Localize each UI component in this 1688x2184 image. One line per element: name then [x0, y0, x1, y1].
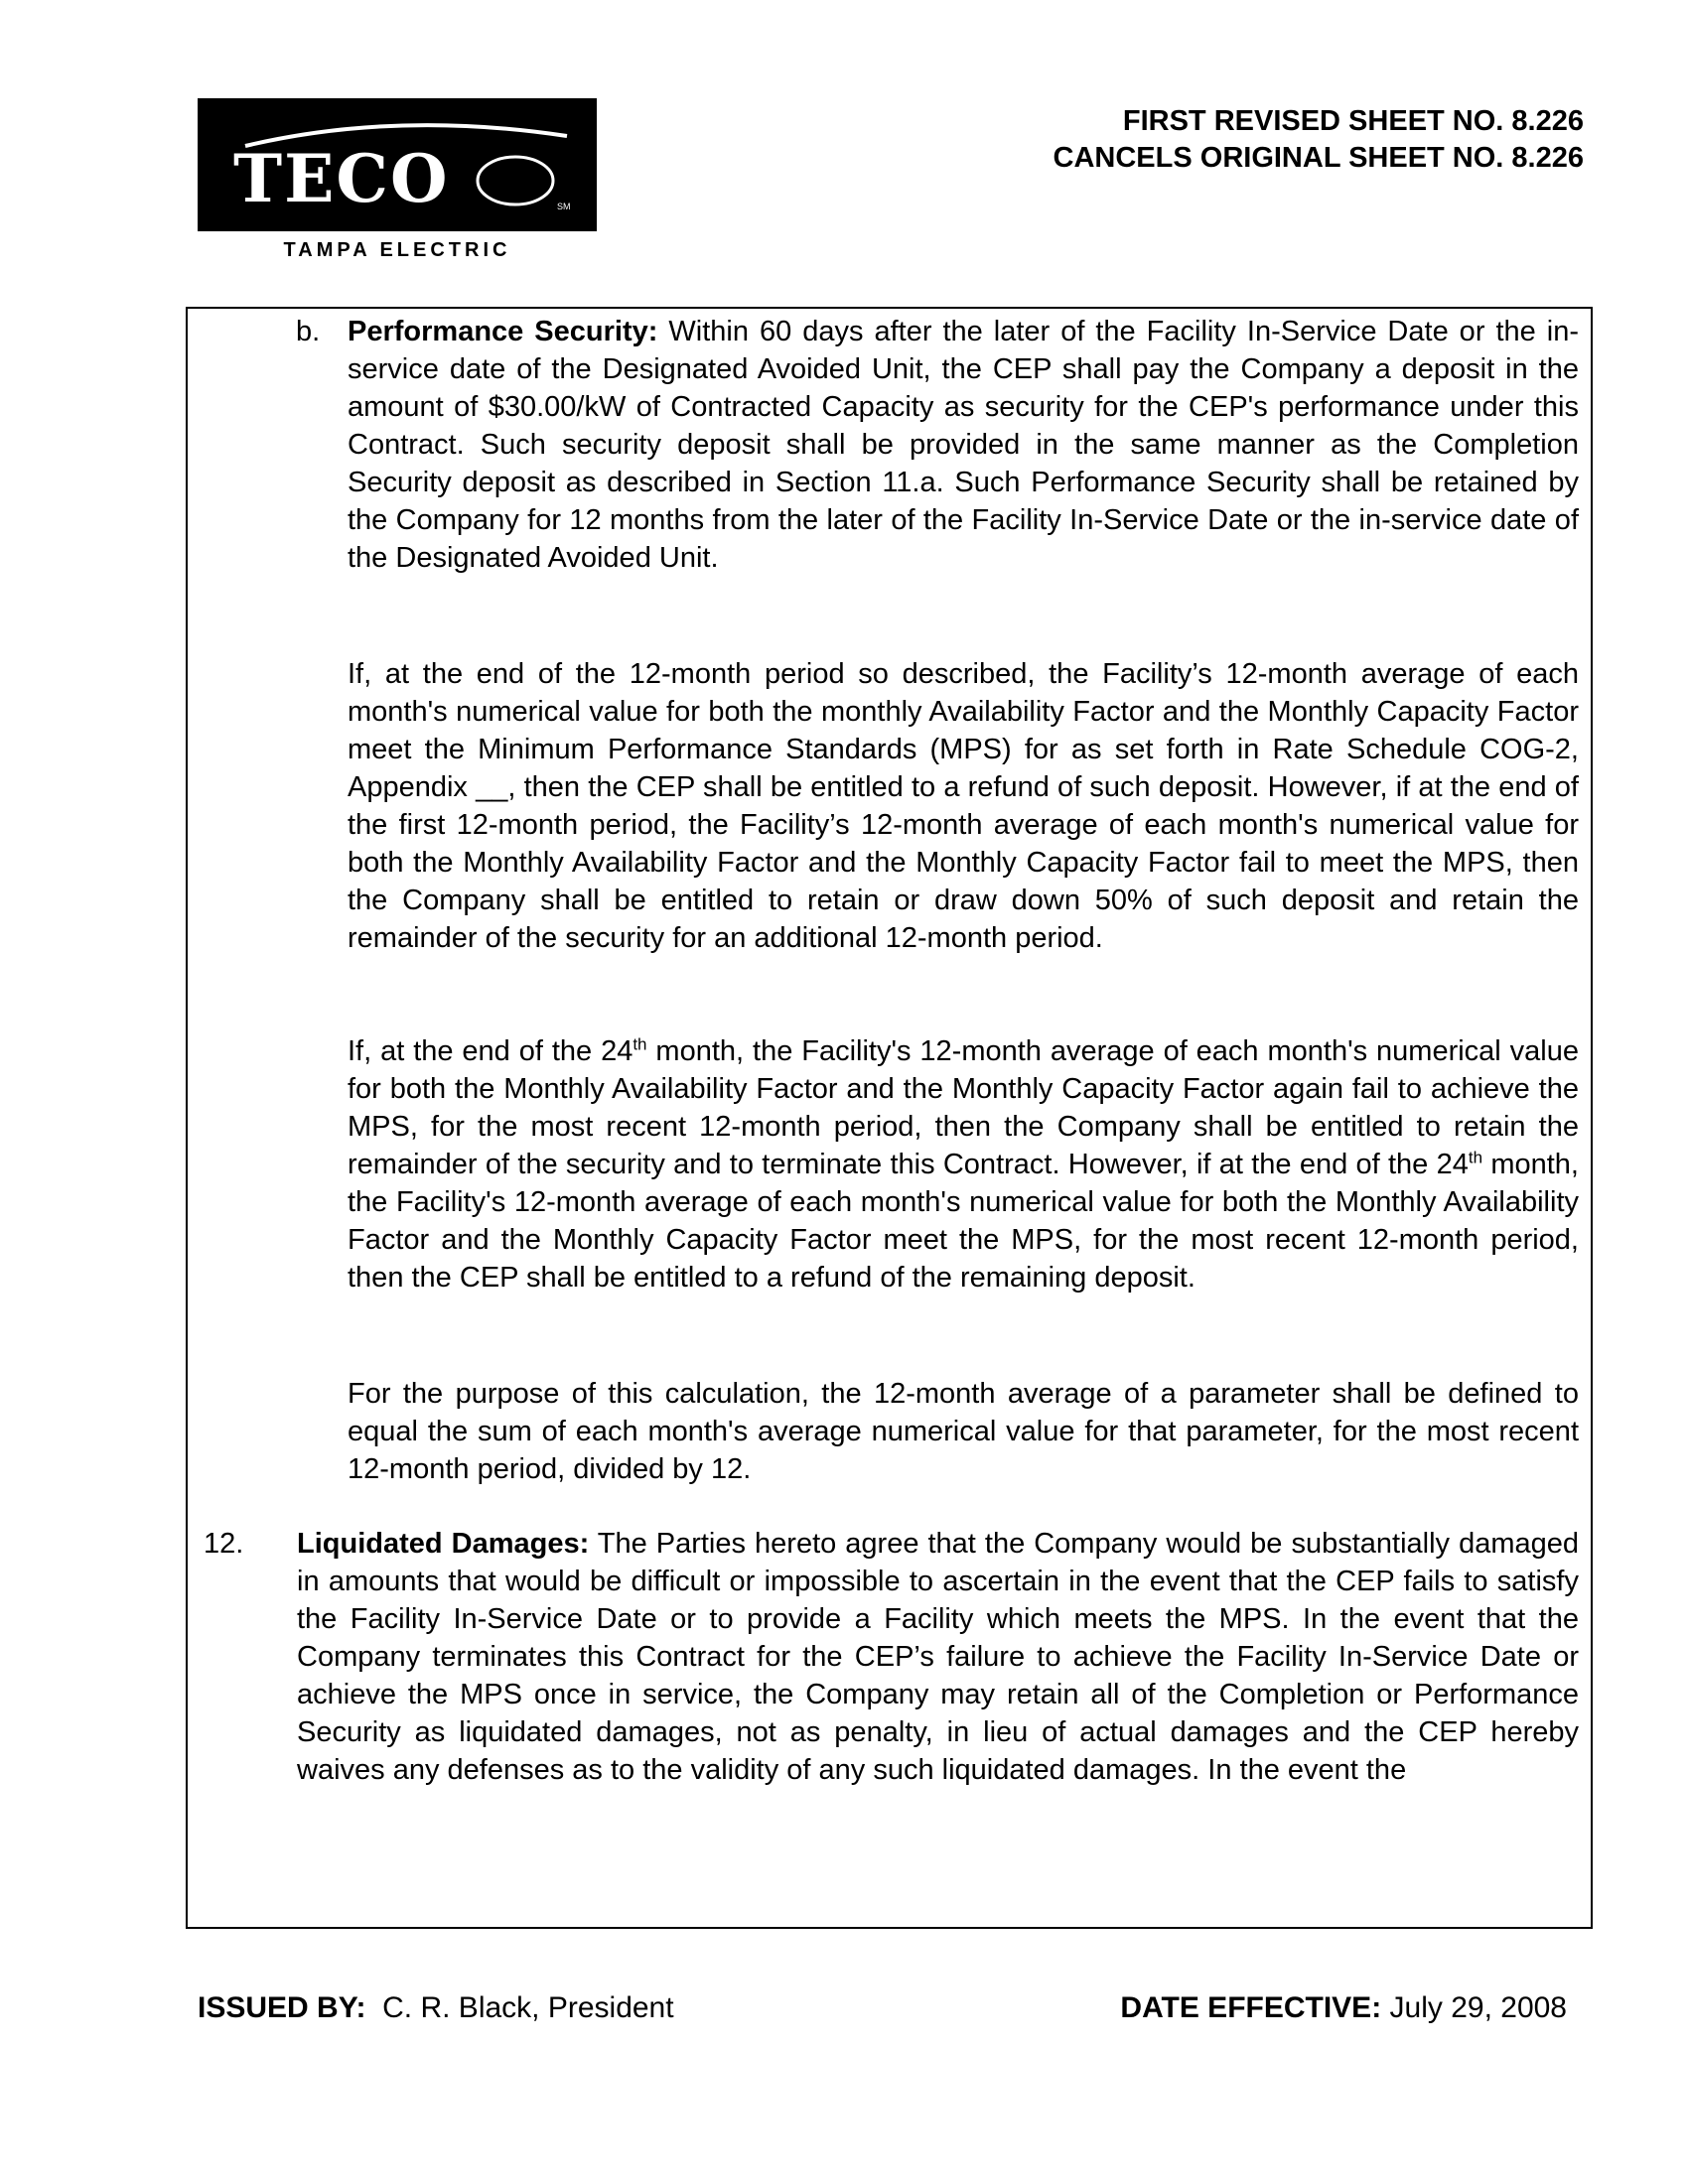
para3-superscript-1: th [633, 1034, 647, 1054]
performance-security-text: Within 60 days after the later of the Facility In-Service Date or the in-service date of the Designated Avoided Unit, the CEP shall pay the Company a deposit in the amount of $30.00/kW of Contracted Capacity as security for the CEP's performance under this Contract. Such security deposit shall be provided in the same manner as the Completion Security deposit as described in Section 11.a. Such Performance Security shall be retained by the Company for 12 months from the later of the Facility In-Service Date or the in-service date of the Designated Avoided Unit. [348, 316, 1579, 574]
performance-security-heading: Performance Security: [348, 316, 658, 347]
issued-by [198, 1991, 674, 2025]
issued-by-value: C. R. Black, President [382, 1991, 674, 2024]
date-effective-value: July 29, 2008 [1389, 1991, 1567, 2024]
item-12-marker: 12. [204, 1528, 244, 1560]
twelve-month-paragraph: If, at the end of the 12-month period so described, the Facility’s 12-month average of each month's numerical value for both the monthly Availability Factor and the Monthly Capacity Factor meet the Minimum Performance Standards (MPS) for as set forth in Rate Schedule COG-2, Appendix __, then the CEP shall be entitled to a refund of such deposit. However, if at the end of the first 12-month period, the Facility’s 12-month average of each month's numerical value for both the Monthly Availability Factor and the Monthly Capacity Factor fail to meet the MPS, then the Company shall be entitled to retain or draw down 50% of such deposit and retain the remainder of the security for an additional 12-month period. [348, 658, 1579, 954]
liquidated-damages-paragraph [297, 1525, 1579, 1789]
teco-swoosh-graphic [198, 98, 597, 231]
sheet-number: FIRST REVISED SHEET NO. 8.226 [1122, 105, 1584, 137]
cancels-sheet-number: CANCELS ORIGINAL SHEET NO. 8.226 [1053, 142, 1584, 174]
logo-subtitle: TAMPA ELECTRIC [283, 239, 511, 261]
para3-text-b: month, the Facility's 12-month average of each month's numerical value for both the Monthly Availability Factor and the Monthly Capacity Factor again fail to achieve the MPS, for the most recent 12-month period, then the Company shall be entitled to retain the remainder of the security and to terminate this Contract. However, if at the end of the 24 [348, 1035, 1579, 1180]
twenty-fourth-month-paragraph [348, 1032, 1579, 1297]
date-effective [1120, 1991, 1567, 2025]
calculation-paragraph: For the purpose of this calculation, the 12-month average of a parameter shall be defined to equal the sum of each month's average numerical value for that parameter, for the most recent 12-month period, divided by 12. [348, 1378, 1579, 1485]
logo-wordmark: TECO [233, 140, 450, 217]
para3-text-a: If, at the end of the 24 [348, 1035, 633, 1067]
sheet-header [789, 103, 1584, 177]
item-b-marker: b. [296, 316, 321, 347]
liquidated-damages-heading: Liquidated Damages: [297, 1528, 590, 1560]
date-effective-label: DATE EFFECTIVE: [1120, 1991, 1382, 2024]
issued-by-label: ISSUED BY: [198, 1991, 366, 2024]
teco-logo [198, 98, 597, 231]
liquidated-damages-text: The Parties hereto agree that the Company would be substantially damaged in amounts that would be difficult or impossible to ascertain in the event that the CEP fails to satisfy the Facility In-Service Date or to provide a Facility which meets the MPS. In the event that the Company terminates this Contract for the CEP’s failure to achieve the Facility In-Service Date or achieve the MPS once in service, the Company may retain all of the Completion or Performance Security as liquidated damages, not as penalty, in lieu of actual damages and the CEP hereby waives any defenses as to the validity of any such liquidated damages. In the event the [297, 1528, 1579, 1786]
para3-text-c: month, the Facility's 12-month average of each month's numerical value for both the Monthly Availability Factor and the Monthly Capacity Factor meet the MPS, for the most recent 12-month period, then the CEP shall be entitled to a refund of the remaining deposit. [348, 1149, 1579, 1294]
performance-security-paragraph [348, 313, 1579, 577]
logo-service-mark: SM [557, 202, 571, 211]
para3-superscript-2: th [1468, 1148, 1483, 1167]
